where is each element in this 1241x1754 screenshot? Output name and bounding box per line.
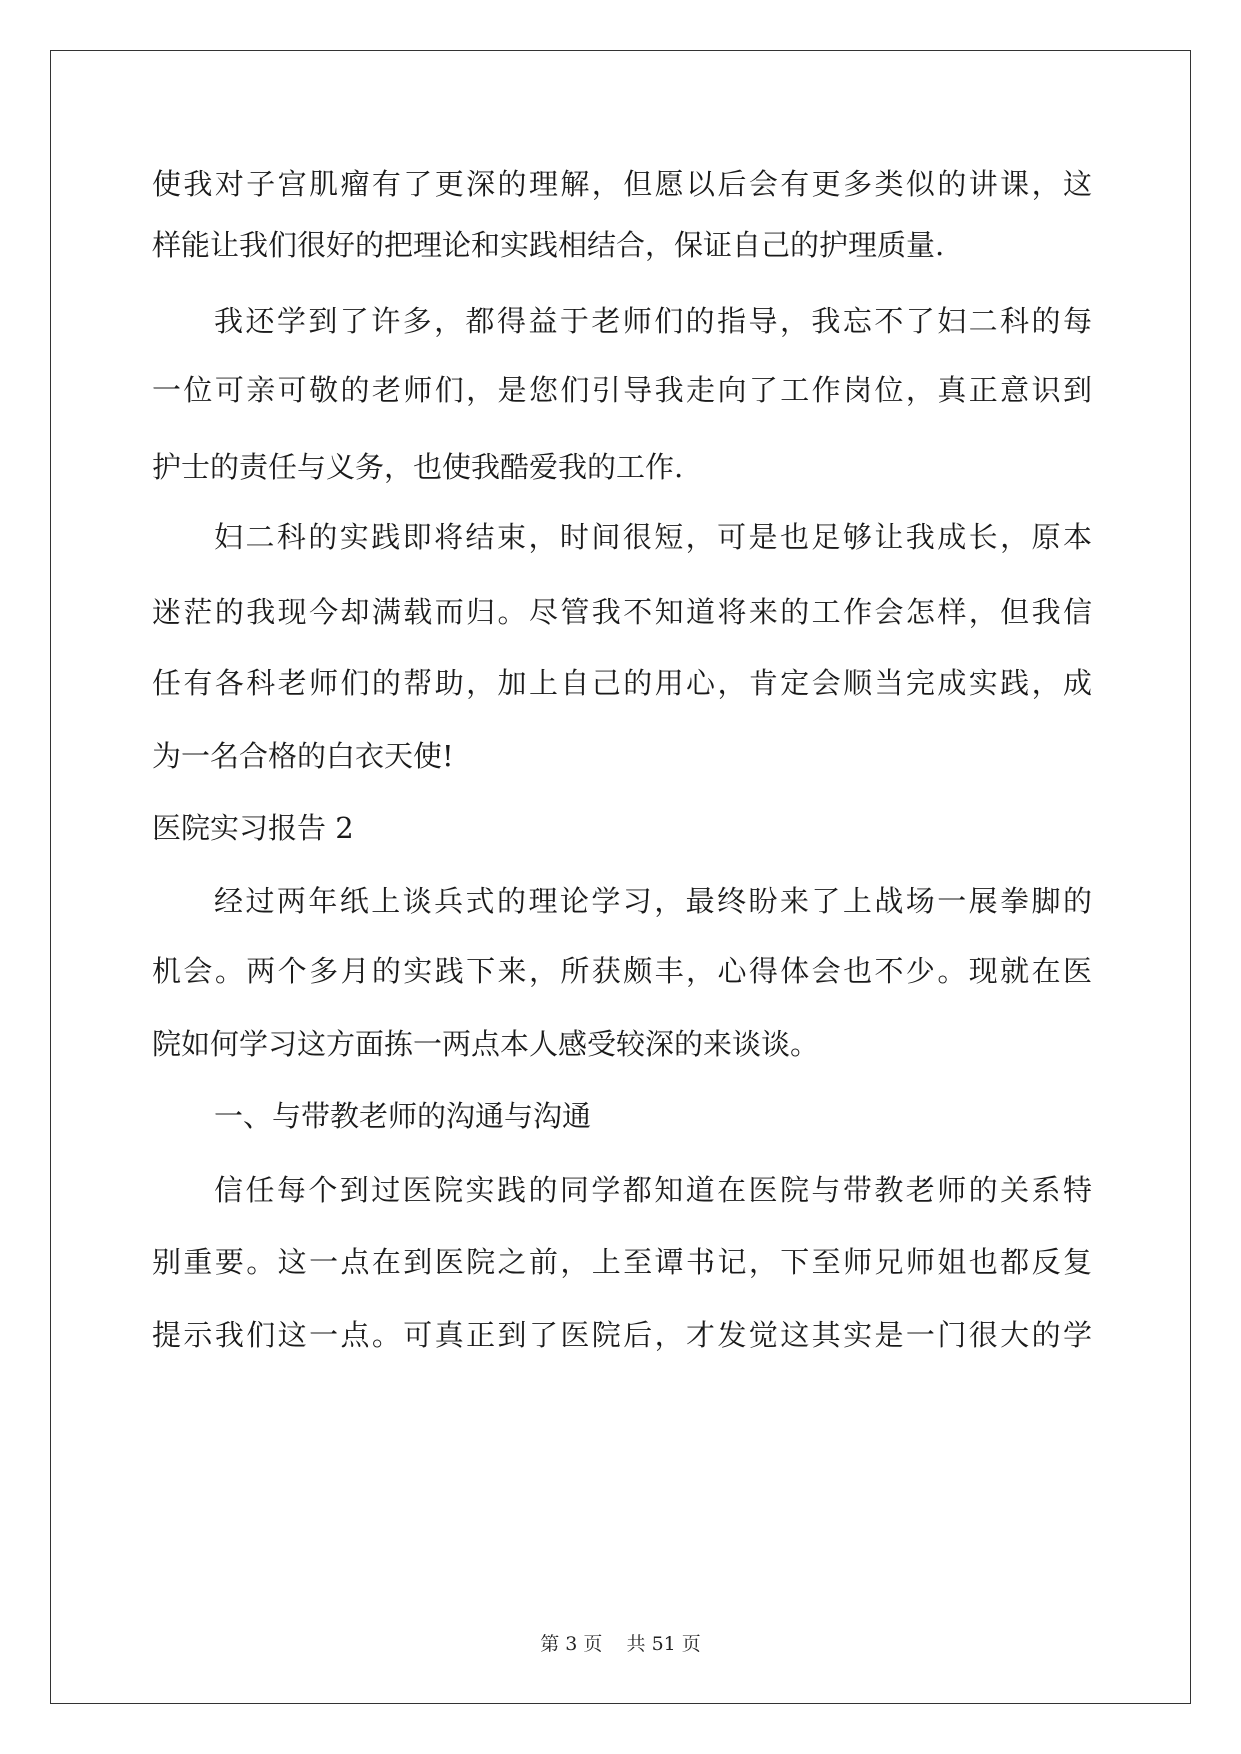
paragraph-line: 护士的责任与义务，也使我酷爱我的工作.: [152, 450, 684, 484]
paragraph-line: 任有各科老师们的帮助，加上自己的用心，肯定会顺当完成实践，成: [152, 666, 1092, 700]
paragraph-line: 为一名合格的白衣天使!: [152, 739, 454, 773]
paragraph-line: 机会。两个多月的实践下来，所获颇丰，心得体会也不少。现就在医: [152, 954, 1092, 988]
paragraph-line: 使我对子宫肌瘤有了更深的理解，但愿以后会有更多类似的讲课，这: [152, 167, 1092, 201]
subheading: 一、与带教老师的沟通与沟通: [214, 1099, 592, 1133]
paragraph-line: 信任每个到过医院实践的同学都知道在医院与带教老师的关系特: [214, 1173, 1092, 1207]
page-number: 第 3 页: [540, 1633, 603, 1655]
paragraph-line: 经过两年纸上谈兵式的理论学习，最终盼来了上战场一展拳脚的: [214, 884, 1092, 918]
paragraph-line: 一位可亲可敬的老师们，是您们引导我走向了工作岗位，真正意识到: [152, 373, 1092, 407]
section-heading: 医院实习报告 2: [152, 811, 354, 845]
paragraph-line: 妇二科的实践即将结束，时间很短，可是也足够让我成长，原本: [214, 520, 1092, 554]
paragraph-line: 院如何学习这方面拣一两点本人感受较深的来谈谈。: [152, 1027, 820, 1061]
page-total: 共 51 页: [626, 1633, 701, 1655]
page-footer: [0, 1632, 1241, 1656]
paragraph-line: 我还学到了许多，都得益于老师们的指导，我忘不了妇二科的每: [214, 304, 1092, 338]
paragraph-line: 迷茫的我现今却满载而归。尽管我不知道将来的工作会怎样，但我信: [152, 595, 1092, 629]
paragraph-line: 提示我们这一点。可真正到了医院后，才发觉这其实是一门很大的学: [152, 1318, 1092, 1352]
paragraph-line: 样能让我们很好的把理论和实践相结合，保证自己的护理质量.: [152, 228, 945, 262]
paragraph-line: 别重要。这一点在到医院之前，上至谭书记，下至师兄师姐也都反复: [152, 1245, 1092, 1279]
page-border: [50, 50, 1191, 1704]
